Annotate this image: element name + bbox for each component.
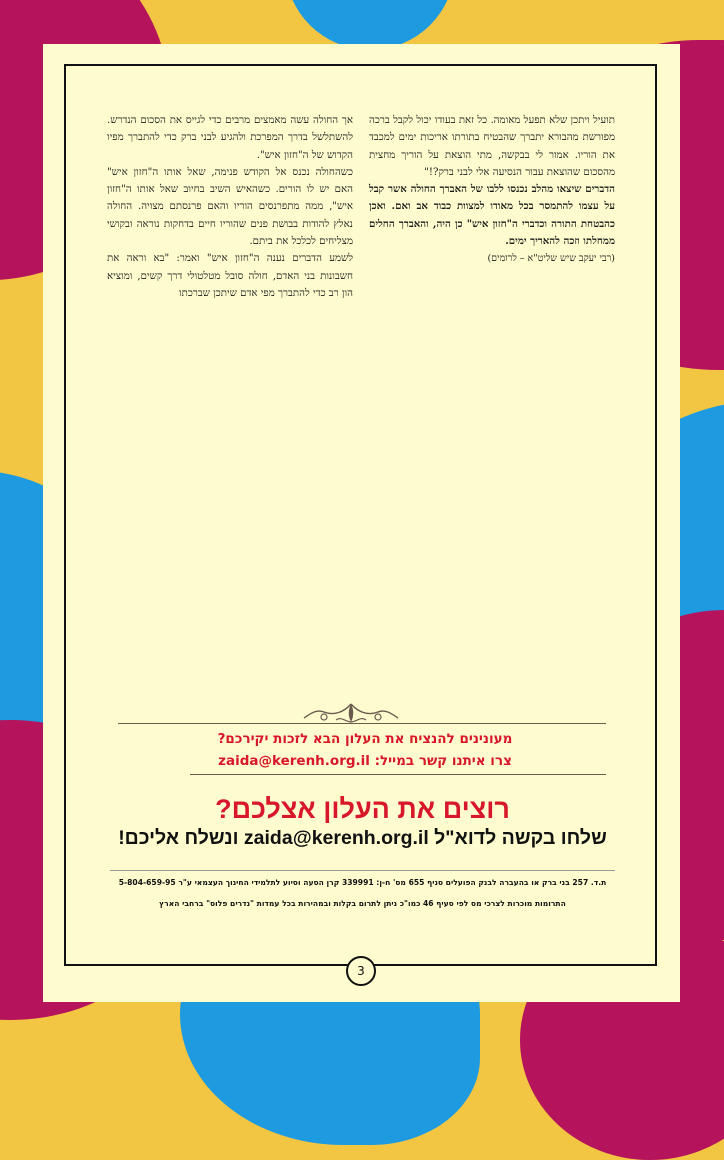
article-paragraph: כשהחולה נכנס אל הקודש פנימה, שאל אותו ה"חזון איש" האם יש לו הורים. כשהאיש השיב בחיוב שאל אותו ה"חזון איש", ממה מתפרנסים הוריו והאם פרנסתם מצויה. החולה נאלץ להודות בבושת פנים שהוריו חיים בדחקות נוראה ובקושי מצליחים לכלכל את ביתם. — [107, 166, 353, 248]
article-paragraph: אך החולה עשה מאמצים מרבים כדי לגייס את הסכום הנדרש. להשתלשל בדרך המפרכת ולהגיע לבני ברק כדי להתברך מפיו הקדוש של ה"חזון איש". — [107, 115, 353, 161]
divider-line — [110, 870, 615, 871]
article-conclusion: הדברים שיצאו מהלב נכנסו ללבו של האברך החולה אשר קבל על עצמו להתמסר בכל מאודו למצוות כבוד אב ואם. ואכן כהבטחת התורה וכדברי ה"חזון איש" כן היה, והאברך החלים ממחלתו וזכה להאריך ימים. — [369, 183, 615, 248]
bank-details: ת.ד. 257 בני ברק או בהעברה לבנק הפועלים סניף 655 מס' ח-ן: 339991 קרן הסעה וסיוע לתלמידי החינוך העצמאי ע"ר 5-804-659-95 — [118, 878, 607, 887]
background-blob — [285, 0, 455, 50]
article-source: (רבי יעקב שיש שליט"א – לרומים) — [487, 253, 615, 265]
sponsor-line-1: מעונינים להנציח את העלון הבא לזכות יקירכם? — [217, 731, 513, 747]
article-body — [107, 112, 615, 352]
sponsor-line-2: צרו איתנו קשר במייל: zaida@kerenh.org.il — [218, 753, 512, 769]
page-number: 3 — [346, 956, 376, 986]
article-column-right — [107, 112, 353, 352]
article-paragraph: תועיל ויתכן שלא תפעל מאומה. כל זאת בעודו יכול לקבל ברכה מפורשת מהבורא יתברך שהבטיח בתורתו אריכות ימים למכבד את הוריו. אמור לי בבקשה, מתי הוצאת על הוריך מחצית מהסכום שהוצאת עבור הנסיעה אלי לבני ברק?!" — [369, 115, 615, 178]
cta-subhead: שלחו בקשה לדוא"ל zaida@kerenh.org.il ונשלח אליכם! — [118, 827, 607, 849]
divider-line — [190, 774, 606, 775]
tax-note: התרומות מוכרות לצרכי מס לפי סעיף 46 כמו"כ ניתן לתרום בקלות ובמהירות בכל עמדות "נדרים פלוס" ברחבי הארץ — [159, 899, 566, 908]
cta-headline: רוצים את העלון אצלכם? — [215, 794, 510, 824]
ornament-flourish-icon — [296, 700, 406, 726]
article-column-left — [369, 112, 615, 352]
article-paragraph: לשמע הדברים נענה ה"חזון איש" ואמר: "בא וראה את חשבונות בני האדם, חולה סובל מטלטולי דרך קשים, ומוציא הון רב כדי להתברך מפי אדם שיתכן שברכתו — [107, 253, 353, 299]
